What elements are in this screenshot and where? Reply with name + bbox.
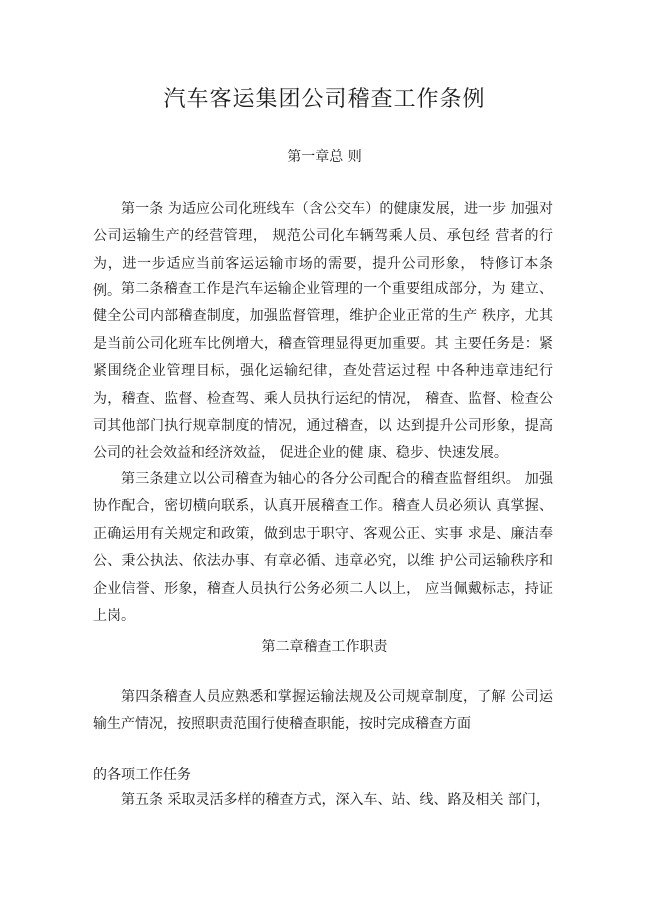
article-4-paragraph: 第四条稽查人员应熟悉和掌握运输法规及公司规章制度，了解 公司运输生产情况，按照职责范围行使稽查职能，按时完成稽查方面 xyxy=(93,689,553,733)
article-2-paragraph: 第二条稽查工作是汽车运输企业管理的一个重要组成部分，为 建立、健全公司内部稽查制度，加强监督管理，维护企业正常的生产 秩序，尤其是当前公司化班车比例增大，稽查管理显得更加重要。其 主要任务是：紧紧围绕企业管理目标，强化运输纪律，查处营运过程 中各种违章违纪行为，稽查、监督、检查驾、乘人员执行运纪的情况， 稽查、监督、检查公司其他部门执行规章制度的情况，通过稽查，以 达到提升公司形象，提高公司的社会效益和经济效益， 促进企业的健 康、稳步、快速发展。 xyxy=(93,281,553,462)
chapter-2-heading: 第二章稽查工作职责 xyxy=(261,639,388,655)
article-4-continuation: 的各项工作任务 xyxy=(93,767,191,783)
document-title: 汽车客运集团公司稽查工作条例 xyxy=(163,87,486,112)
article-3-paragraph: 第三条建立以公司稽查为轴心的各分公司配合的稽查监督组织。 加强协作配合，密切横向联系，认真开展稽查工作。稽查人员必须认 真掌握、正确运用有关规定和政策，做到忠于职守、客观公正、实事 求是、廉洁奉公、秉公执法、依法办事、有章必循、违章必究，以维 护公司运输秩序和企业信誉、形象，稽查人员执行公务必须二人以上， 应当佩戴标志，持证上岗。 xyxy=(93,471,553,625)
article-1-paragraph: 第一条 为适应公司化班线车（含公交车）的健康发展，进一步 加强对公司运输生产的经营管理， 规范公司化车辆驾乘人员、承包经 营者的行为，进一步适应当前客运运输市场的需要，提升公司形象， 特修订本条例。 xyxy=(93,201,553,300)
article-5-paragraph: 第五条 采取灵活多样的稽查方式，深入车、站、线、路及相关 部门， xyxy=(121,792,550,808)
chapter-1-heading: 第一章总 则 xyxy=(287,149,362,165)
